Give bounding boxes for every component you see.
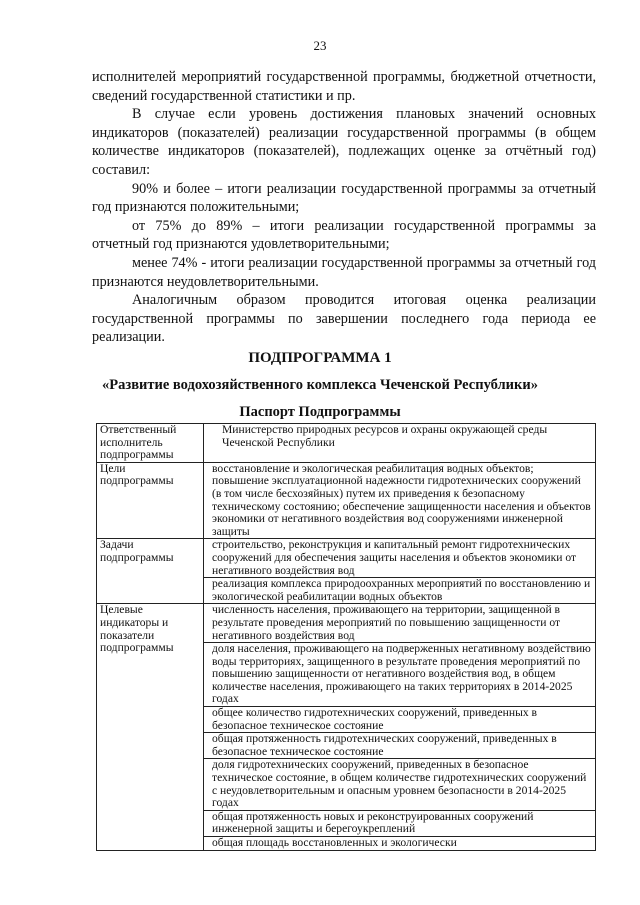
row-value: численность населения, проживающего на территории, защищенной в результате проведения мероприятий по повышению защищенности от негативного воздействия вод: [204, 604, 596, 643]
row-value: восстановление и экологическая реабилитация водных объектов; повышение эксплуатационной надежности гидротехнических сооружений (в том числе бесхозяйных) путем их приведения к безопасному техническому состоянию; обеспечение защищенности населения и объектов экономики от негативного воздействия вод сооружениями инженерной защиты: [204, 462, 596, 539]
passport-title: Паспорт Подпрограммы: [239, 404, 401, 420]
passport-table: [96, 423, 596, 851]
paragraph: от 75% до 89% – итоги реализации государственной программы за отчетный год признаются удовлетворительными;: [92, 217, 596, 253]
table-row: [97, 604, 596, 643]
row-label: Ответственный исполнитель подпрограммы: [97, 424, 204, 463]
paragraph: 90% и более – итоги реализации государственной программы за отчетный год признаются положительными;: [92, 180, 596, 216]
subprogram-name: «Развитие водохозяйственного комплекса Чеченской Республики»: [102, 377, 538, 393]
paragraph: Аналогичным образом проводится итоговая оценка реализации государственной программы по завершении последнего года периода ее реализации.: [92, 292, 596, 346]
paragraph: менее 74% - итоги реализации государственной программы за отчетный год признаются неудовлетворительными.: [92, 254, 596, 290]
table-row: [97, 539, 596, 578]
row-value: общая протяженность гидротехнических сооружений, приведенных в безопасное техническое состояние: [204, 733, 596, 759]
row-value: общая протяженность новых и реконструированных сооружений инженерной защиты и берегоукреплений: [204, 810, 596, 836]
row-value: общая площадь восстановленных и экологически: [204, 837, 596, 851]
row-label: Задачи подпрограммы: [97, 539, 204, 604]
row-label: Цели подпрограммы: [97, 462, 204, 539]
table-row: [97, 462, 596, 539]
row-label: Целевые индикаторы и показатели подпрограммы: [97, 604, 204, 850]
row-value: Министерство природных ресурсов и охраны окружающей среды Чеченской Республики: [204, 424, 596, 463]
subprogram-title: ПОДПРОГРАММА 1: [248, 350, 392, 366]
page-number: 23: [313, 38, 327, 53]
row-value: общее количество гидротехнических сооружений, приведенных в безопасное техническое состояние: [204, 707, 596, 733]
row-value: строительство, реконструкция и капитальный ремонт гидротехнических сооружений для обеспечения защиты населения и объектов экономики от негативного воздействия вод: [204, 539, 596, 578]
paragraph: исполнителей мероприятий государственной программы, бюджетной отчетности, сведений государственной статистики и пр.: [92, 69, 596, 104]
body-text: [92, 68, 596, 347]
row-value: реализация комплекса природоохранных мероприятий по восстановлению и экологической реабилитации водных объектов: [204, 578, 596, 604]
row-value: доля населения, проживающего на подверженных негативному воздействию воды территориях, защищенного в результате проведения мероприятий по повышению защищенности от негативного воздействия вод, в общем количестве населения, проживающего на таких территориях в 2014-2025 годах: [204, 643, 596, 707]
row-value: доля гидротехнических сооружений, приведенных в безопасное техническое состояние, в общем количестве гидротехнических сооружений с неудовлетворительным и опасным уровнем безопасности в 2014-2025 годах: [204, 759, 596, 810]
paragraph: В случае если уровень достижения плановых значений основных индикаторов (показателей) реализации государственной программы (в общем количестве индикаторов (показателей), подлежащих оценке за отчётный год) составил:: [92, 106, 596, 178]
table-row: [97, 424, 596, 463]
